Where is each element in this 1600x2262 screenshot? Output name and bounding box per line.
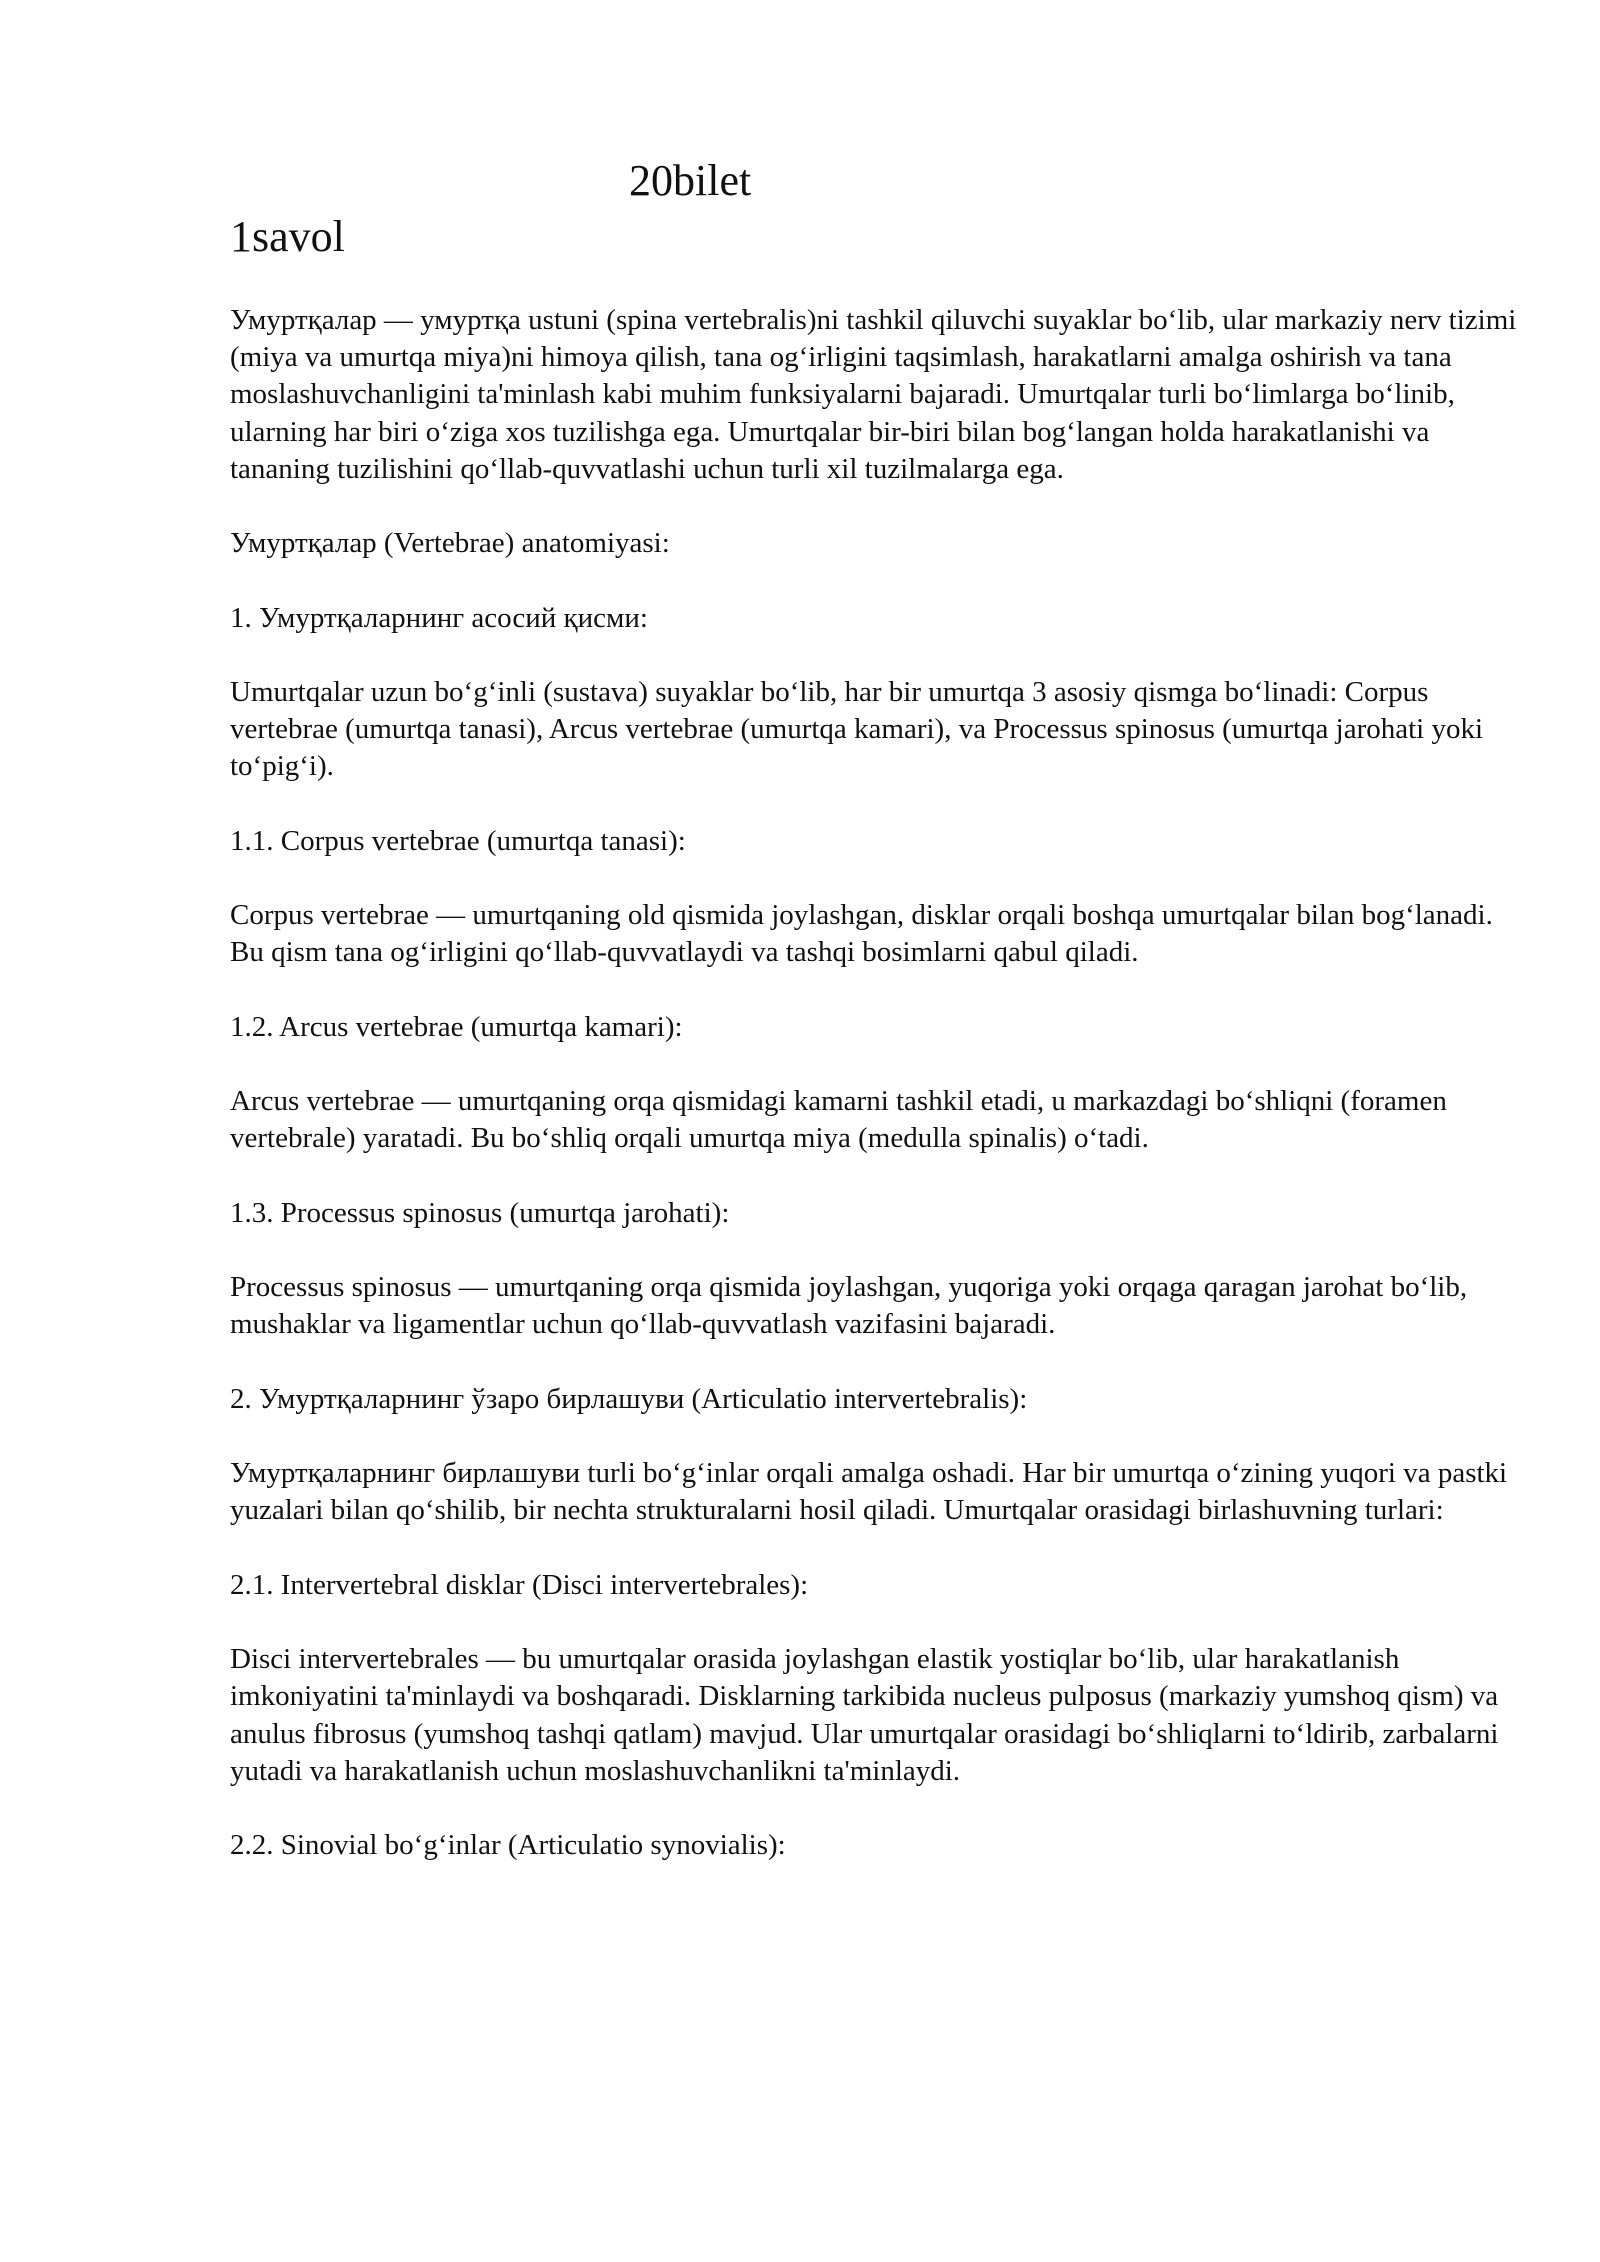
section-heading-synovial: 2.2. Sinovial bo‘g‘inlar (Articulatio synovialis): bbox=[230, 1829, 786, 1862]
section-heading-anatomy: Умуртқалар (Vertebrae) anatomiyasi: bbox=[230, 527, 670, 560]
section-heading-processus: 1.3. Processus spinosus (umurtqa jarohati): bbox=[230, 1196, 730, 1229]
paragraph-articulation: Умуртқаларнинг бирлашуви turli bo‘g‘inlar orqali amalga oshadi. Har bir umurtqa o‘zining yuqori va pastki yuzalari bilan qo‘shilib, bir nechta strukturalarni hosil qiladi. Umurtqalar orasidagi birlashuvning turlari: bbox=[230, 1457, 1508, 1527]
paragraph-corpus: Corpus vertebrae — umurtqaning old qismida joylashgan, disklar orqali boshqa umurtqalar bilan bog‘lanadi. Bu qism tana og‘irligini qo‘llab-quvvatlaydi va tashqi bosimlarni qabul qiladi. bbox=[230, 899, 1493, 969]
paragraph-discs: Disci intervertebrales — bu umurtqalar orasida joylashgan elastik yostiqlar bo‘lib, ular harakatlanish imkoniyatini ta'minlaydi va boshqaradi. Disklarning tarkibida nucleus pulposus (markaziy yumshoq qism) va anulus fibrosus (yumshoq tashqi qatlam) mavjud. Ular umurtqalar orasidagi bo‘shliqlarni to‘ldirib, zarbalarni yutadi va harakatlanish uchun moslashuvchanlikni ta'minlaydi. bbox=[230, 1643, 1499, 1787]
document-body bbox=[230, 302, 1520, 1902]
paragraph-processus: Processus spinosus — umurtqaning orqa qismida joylashgan, yuqoriga yoki orqaga qaragan jarohat bo‘lib, mushaklar va ligamentlar uchun qo‘llab-quvvatlash vazifasini bajaradi. bbox=[230, 1271, 1468, 1341]
section-heading-discs: 2.1. Intervertebral disklar (Disci intervertebrales): bbox=[230, 1568, 809, 1601]
section-heading-main-parts: 1. Умуртқаларнинг асосий қисми: bbox=[230, 601, 648, 634]
paragraph-arcus: Arcus vertebrae — umurtqaning orqa qismidagi kamarni tashkil etadi, u markazdagi bo‘shliqni (foramen vertebrale) yaratadi. Bu bo‘shliq orqali umurtqa miya (medulla spinalis) o‘tadi. bbox=[230, 1085, 1447, 1155]
section-heading-arcus: 1.2. Arcus vertebrae (umurtqa kamari): bbox=[230, 1010, 683, 1043]
section-heading-corpus: 1.1. Corpus vertebrae (umurtqa tanasi): bbox=[230, 824, 686, 857]
question-heading: 1savol bbox=[230, 212, 345, 261]
paragraph-intro: Умуртқалар — умуртқа ustuni (spina vertebralis)ni tashkil qiluvchi suyaklar bo‘lib, ular markaziy nerv tizimi (miya va umurtqa miya)ni himoya qilish, tana og‘irligini taqsimlash, harakatlarni amalga oshirish va tana moslashuvchanligini ta'minlash kabi muhim funksiyalarni bajaradi. Umurtqalar turli bo‘limlarga bo‘linib, ularning har biri o‘ziga xos tuzilishga ega. Umurtqalar bir-biri bilan bog‘langan holda harakatlanishi va tananing tuzilishini qo‘llab-quvvatlashi uchun turli xil tuzilmalarga ega. bbox=[230, 304, 1517, 485]
paragraph-main-parts: Umurtqalar uzun bo‘g‘inli (sustava) suyaklar bo‘lib, har bir umurtqa 3 asosiy qismga bo‘linadi: Corpus vertebrae (umurtqa tanasi), Arcus vertebrae (umurtqa kamari), va Processus spinosus (umurtqa jarohati yoki to‘pig‘i). bbox=[230, 675, 1484, 783]
section-heading-articulation: 2. Умуртқаларнинг ўзаро бирлашуви (Articulatio intervertebralis): bbox=[230, 1382, 1028, 1415]
document-title: 20bilet bbox=[629, 156, 752, 205]
